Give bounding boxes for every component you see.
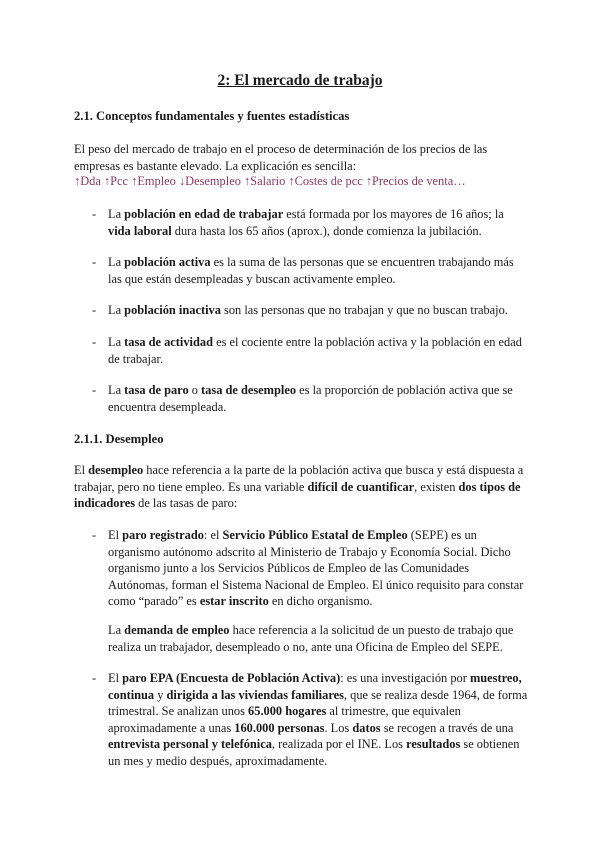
text-run: , que se realiza desde 1964, de forma trimestral. Se analizan unos <box>108 687 528 718</box>
text-run: : el <box>203 528 223 542</box>
text-run: El peso del mercado de trabajo en el proceso de determinación de los precios de las empresas es bastante elevado. La explicación es sencilla: <box>74 142 488 173</box>
text-run: son las personas que no trabajan y que no buscan trabajo. <box>220 303 508 317</box>
bold-run: dirigida a las viviendas familiares <box>166 687 344 702</box>
bold-run: resultados <box>406 737 461 751</box>
list-item-text <box>108 670 528 769</box>
text-run: La <box>108 303 125 317</box>
bullet-dash: - <box>92 383 97 397</box>
bold-run: paro registrado <box>122 528 204 542</box>
text-run: La <box>108 255 125 269</box>
text-run: y <box>154 687 167 702</box>
list-item-text <box>108 334 528 367</box>
bold-run: dos tipos de indicadores <box>74 479 521 510</box>
bold-run: población inactiva <box>124 303 221 317</box>
bullet-dash: - <box>92 207 97 221</box>
bold-run: tasa de paro <box>124 383 189 397</box>
bold-run: tasa de desempleo <box>201 383 297 397</box>
list-item-text <box>108 206 528 239</box>
text-run: está formada por los mayores de 16 años; la <box>283 207 504 221</box>
bold-run: estar inscrito <box>199 594 269 608</box>
bold-run: datos <box>352 720 381 735</box>
text-run: en dicho organismo. <box>268 594 373 608</box>
text-run: La <box>108 207 125 221</box>
text-run: se obtienen un mes y medio después, aproximadamente. <box>108 737 520 768</box>
bold-run: paro EPA (Encuesta de Población Activa) <box>122 671 341 685</box>
causal-chain-line: ↑Dda ↑Pcc ↑Empleo ↓Desempleo ↑Salario ↑Costes de pcc ↑Precios de venta… <box>74 174 466 188</box>
list-item-text <box>108 382 528 415</box>
section-heading-desempleo: 2.1.1. Desempleo <box>74 432 164 446</box>
bold-run: demanda de empleo <box>124 623 230 637</box>
intro-paragraph <box>74 141 530 174</box>
text-run: El <box>108 671 123 685</box>
text-run: El <box>108 528 123 542</box>
bold-run: 65.000 hogares <box>248 704 327 718</box>
bold-run: entrevista personal y telefónica <box>108 737 272 751</box>
desempleo-paragraph <box>74 462 530 512</box>
bold-run: desempleo <box>88 463 144 477</box>
text-run: (SEPE) es un organismo autónomo adscrito al Ministerio de Trabajo y Economía Social. Dicho organismo junto a los Servicios Públicos de Empleo de las Comunidades Autónomas, forman el Sistema Nacional de Empleo. El único requisito para constar como “parado” es <box>108 528 524 608</box>
bullet-dash: - <box>92 671 97 685</box>
text-run: , realizada por el INE. Los <box>271 737 407 751</box>
text-run: es la proporción de población activa que se encuentra desempleada. <box>108 383 513 414</box>
bullet-dash: - <box>92 335 97 349</box>
bullet-dash: - <box>92 255 97 269</box>
bold-run: muestreo, continua <box>108 671 522 702</box>
text-run: al trimestre, que equivalen aproximadamente a unas <box>108 704 461 735</box>
text-run: , existen <box>414 479 459 494</box>
list-item-text <box>108 254 528 287</box>
bold-run: vida laboral <box>108 223 172 238</box>
text-run: : es una investigación por <box>340 671 470 685</box>
page-title: 2: El mercado de trabajo <box>217 72 383 89</box>
bold-run: población en edad de trabajar <box>124 207 284 221</box>
text-run: hace referencia a la parte de la población activa que busca y está dispuesta a trabajar, pero no tiene empleo. Es una variable <box>74 463 524 494</box>
bold-run: Servicio Público Estatal de Empleo <box>222 528 408 542</box>
demanda-empleo-paragraph <box>108 622 532 655</box>
bold-run: tasa de actividad <box>124 335 213 349</box>
bold-run: población activa <box>124 255 211 269</box>
text-run: se recogen a través de una <box>380 720 514 735</box>
text-run: es la suma de las personas que se encuentren trabajando más las que están desempleadas y buscan activamente empleo. <box>108 255 514 286</box>
bold-run: difícil de cuantificar <box>307 479 415 494</box>
text-run: o <box>188 383 202 397</box>
bullet-dash: - <box>92 528 97 542</box>
bullet-dash: - <box>92 303 97 317</box>
text-run: hace referencia a la solicitud de un puesto de trabajo que realiza un trabajador, desempleado o no, ante una Oficina de Empleo del SEPE. <box>108 623 514 654</box>
section-heading-conceptos: 2.1. Conceptos fundamentales y fuentes estadísticas <box>74 109 350 123</box>
list-item-text <box>108 527 528 610</box>
text-run: . Los <box>324 720 353 735</box>
text-run: de las tasas de paro: <box>135 496 238 510</box>
text-run: La <box>108 383 125 397</box>
text-run: El <box>74 463 89 477</box>
text-run: La <box>108 623 125 637</box>
text-run: La <box>108 335 125 349</box>
text-run: dura hasta los 65 años (aprox.), donde comienza la jubilación. <box>171 223 482 238</box>
list-item-text <box>108 302 528 319</box>
text-run: es el cociente entre la población activa y la población en edad de trabajar. <box>108 335 522 366</box>
bold-run: 160.000 personas <box>234 720 325 735</box>
